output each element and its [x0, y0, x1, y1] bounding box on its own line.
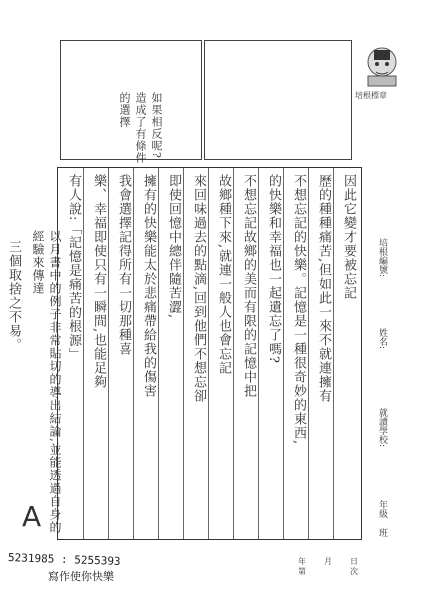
num-di-label: 第 [298, 567, 306, 576]
essay-column: 不想忘記的快樂。記憶是一種很奇妙的東西, [291, 174, 306, 446]
top-blank-box-right [204, 40, 352, 160]
essay-column: 歷的種種痛苦,但如此一來不就連擁有 [316, 174, 331, 404]
grid-column-line [308, 168, 309, 539]
grid-column-line [183, 168, 184, 539]
footer-slogan: 寫作使你快樂 [48, 570, 114, 583]
essay-column: 擁有的快樂能太於悲痛帶給我的傷害 [141, 174, 156, 398]
essay-column: 有人說:「記憶是痛苦的根源」 [66, 174, 81, 362]
teacher-comment-left-2: 以月書中的例子非常貼切的導出結論,並能透過自身的經驗來傳達 [31, 230, 62, 534]
date-month-label: 月 [324, 557, 332, 566]
grid-column-line [258, 168, 259, 539]
date-day-label: 日 [350, 557, 358, 566]
grade-mark: A [22, 500, 42, 533]
grid-column-line [333, 168, 334, 539]
teacher-comment-top: 如果相反呢?造成了有條件的選擇 [118, 92, 163, 164]
essay-column: 來回味過去的點滴,回到他們不想忘卻 [191, 174, 206, 404]
essay-grid [57, 167, 362, 540]
footer-phone-numbers: 5231985 : 5255393 [7, 551, 121, 568]
essay-column: 我會選擇記得所有一切那種喜 [116, 174, 131, 356]
label-editor-number: 培根編號: [377, 238, 387, 278]
essay-column: 因此它變才要被忘記 [341, 174, 356, 300]
num-ci-label: 次 [350, 567, 358, 576]
essay-column: 的快樂和幸福也一起遺忘了嗎? [266, 174, 281, 364]
grid-column-line [208, 168, 209, 539]
teacher-comment-left: 三個取捨之不易。 [6, 240, 21, 352]
essay-column: 樂、幸福即使只有一瞬間,也能足夠 [91, 174, 106, 390]
logo-icon [358, 40, 406, 88]
label-name: 姓名: [377, 328, 387, 350]
label-school: 就讀學校: [377, 408, 387, 448]
essay-column: 不想忘記故鄉的美而有限的記憶中把 [241, 174, 256, 398]
essay-column: 故鄉種下來,就連一般人也會忘記 [216, 174, 231, 376]
grid-column-line [233, 168, 234, 539]
grid-column-line [283, 168, 284, 539]
essay-column: 即使回憶中總伴隨苦澀, [166, 174, 181, 320]
label-class: 班 [377, 528, 387, 537]
grid-column-line [158, 168, 159, 539]
grid-column-line [133, 168, 134, 539]
date-year-label: 年 [298, 557, 306, 566]
grid-column-line [108, 168, 109, 539]
label-grade: 年級 [377, 500, 387, 518]
logo-caption: 培根標章 [355, 91, 387, 100]
grid-column-line [83, 168, 84, 539]
